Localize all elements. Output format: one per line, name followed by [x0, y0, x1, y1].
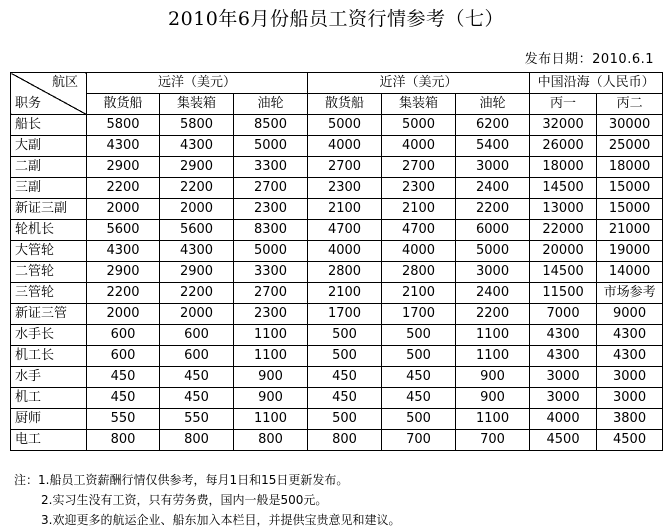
position-cell: 水手长 — [11, 325, 87, 346]
header-sub: 散货船 — [87, 94, 160, 115]
salary-cell: 900 — [456, 388, 530, 409]
salary-cell: 450 — [87, 367, 160, 388]
salary-cell: 4700 — [382, 220, 456, 241]
salary-cell: 2300 — [382, 178, 456, 199]
salary-cell: 2400 — [456, 178, 530, 199]
position-cell: 大管轮 — [11, 241, 87, 262]
salary-cell: 15000 — [597, 178, 663, 199]
table-row — [11, 283, 663, 304]
header-corner-position: 职务 — [15, 96, 42, 111]
header-sub: 丙二 — [597, 94, 663, 115]
position-cell: 机工 — [11, 388, 87, 409]
table-row — [11, 388, 663, 409]
header-sub: 油轮 — [456, 94, 530, 115]
salary-cell: 1100 — [456, 325, 530, 346]
salary-cell: 2100 — [382, 199, 456, 220]
header-group-ocean: 远洋（美元） — [87, 73, 308, 94]
salary-cell: 14500 — [530, 262, 597, 283]
publish-date-label: 发布日期： — [524, 52, 593, 67]
salary-cell: 5000 — [308, 115, 382, 136]
salary-cell: 900 — [456, 367, 530, 388]
salary-cell: 5000 — [382, 115, 456, 136]
salary-cell: 6200 — [456, 115, 530, 136]
salary-cell: 1700 — [382, 304, 456, 325]
salary-cell: 2100 — [308, 199, 382, 220]
header-sub: 散货船 — [308, 94, 382, 115]
salary-cell: 450 — [308, 367, 382, 388]
salary-cell: 2000 — [87, 304, 160, 325]
header-sub: 集装箱 — [382, 94, 456, 115]
salary-cell: 2900 — [87, 262, 160, 283]
salary-cell: 500 — [382, 325, 456, 346]
header-corner — [11, 73, 87, 115]
position-cell: 轮机长 — [11, 220, 87, 241]
salary-cell: 2800 — [382, 262, 456, 283]
salary-cell: 4700 — [308, 220, 382, 241]
salary-cell: 600 — [87, 346, 160, 367]
salary-cell: 600 — [87, 325, 160, 346]
salary-cell: 25000 — [597, 136, 663, 157]
salary-cell: 550 — [160, 409, 234, 430]
salary-cell: 2700 — [308, 157, 382, 178]
position-cell: 新证三管 — [11, 304, 87, 325]
position-cell: 二管轮 — [11, 262, 87, 283]
table-row — [11, 430, 663, 451]
table-row — [11, 304, 663, 325]
header-row-groups — [11, 73, 663, 94]
table-row — [11, 178, 663, 199]
salary-table — [10, 72, 663, 451]
table-row — [11, 220, 663, 241]
note-item: 2.实习生没有工资，只有劳务费，国内一般是500元。 — [41, 493, 328, 507]
salary-cell: 500 — [308, 325, 382, 346]
salary-cell: 4000 — [308, 136, 382, 157]
salary-cell: 1100 — [234, 409, 308, 430]
salary-cell: 15000 — [597, 199, 663, 220]
salary-cell: 5800 — [87, 115, 160, 136]
salary-cell: 5600 — [87, 220, 160, 241]
table-row — [11, 367, 663, 388]
note-item: 1.船员工资薪酬行情仅供参考，每月1日和15日更新发布。 — [38, 473, 349, 487]
salary-cell: 3000 — [456, 157, 530, 178]
salary-cell: 550 — [87, 409, 160, 430]
salary-cell: 800 — [87, 430, 160, 451]
salary-cell: 2200 — [160, 178, 234, 199]
salary-cell: 18000 — [530, 157, 597, 178]
position-cell: 大副 — [11, 136, 87, 157]
salary-cell: 5600 — [160, 220, 234, 241]
salary-cell: 4000 — [382, 136, 456, 157]
salary-cell: 32000 — [530, 115, 597, 136]
salary-cell: 2700 — [234, 178, 308, 199]
salary-cell: 450 — [160, 367, 234, 388]
notes-prefix: 注： — [14, 473, 39, 487]
salary-cell: 8300 — [234, 220, 308, 241]
salary-cell: 2000 — [160, 199, 234, 220]
salary-cell: 1100 — [234, 346, 308, 367]
salary-cell: 600 — [160, 325, 234, 346]
salary-cell: 2100 — [382, 283, 456, 304]
salary-cell: 700 — [456, 430, 530, 451]
position-cell: 三副 — [11, 178, 87, 199]
salary-cell: 3000 — [597, 388, 663, 409]
salary-cell: 4300 — [87, 136, 160, 157]
salary-cell: 2900 — [160, 262, 234, 283]
salary-cell: 7000 — [530, 304, 597, 325]
salary-cell: 800 — [160, 430, 234, 451]
salary-cell: 1100 — [456, 409, 530, 430]
salary-cell: 11500 — [530, 283, 597, 304]
page-title: 2010年6月份船员工资行情参考（七） — [168, 8, 504, 30]
publish-date — [525, 48, 654, 67]
salary-cell: 2000 — [160, 304, 234, 325]
salary-cell: 2300 — [234, 304, 308, 325]
salary-cell: 4500 — [530, 430, 597, 451]
position-cell: 水手 — [11, 367, 87, 388]
header-corner-region: 航区 — [51, 75, 78, 90]
header-group-near-sea: 近洋（美元） — [308, 73, 530, 94]
salary-cell: 3000 — [456, 262, 530, 283]
salary-cell: 500 — [382, 409, 456, 430]
salary-cell: 3800 — [597, 409, 663, 430]
salary-cell: 4000 — [308, 241, 382, 262]
salary-cell: 14500 — [530, 178, 597, 199]
salary-cell: 2900 — [160, 157, 234, 178]
salary-cell: 8500 — [234, 115, 308, 136]
salary-cell: 4000 — [382, 241, 456, 262]
header-group-china-coast: 中国沿海（人民币） — [530, 73, 663, 94]
salary-cell: 19000 — [597, 241, 663, 262]
salary-cell: 30000 — [597, 115, 663, 136]
table-row — [11, 157, 663, 178]
position-cell: 机工长 — [11, 346, 87, 367]
salary-cell: 3000 — [530, 367, 597, 388]
salary-cell: 2200 — [87, 178, 160, 199]
table-row — [11, 262, 663, 283]
table-row — [11, 199, 663, 220]
salary-cell: 600 — [160, 346, 234, 367]
salary-cell: 4300 — [597, 346, 663, 367]
salary-cell: 2700 — [382, 157, 456, 178]
salary-cell: 3000 — [530, 388, 597, 409]
table-row — [11, 136, 663, 157]
salary-cell: 1700 — [308, 304, 382, 325]
salary-cell: 5000 — [456, 241, 530, 262]
salary-cell: 900 — [234, 388, 308, 409]
salary-cell: 1100 — [234, 325, 308, 346]
salary-cell: 3300 — [234, 262, 308, 283]
salary-cell: 2700 — [234, 283, 308, 304]
salary-cell: 5800 — [160, 115, 234, 136]
table-row — [11, 115, 663, 136]
salary-cell: 2400 — [456, 283, 530, 304]
header-sub: 油轮 — [234, 94, 308, 115]
header-sub: 丙一 — [530, 94, 597, 115]
salary-cell: 1100 — [456, 346, 530, 367]
salary-cell: 2200 — [87, 283, 160, 304]
salary-cell: 4300 — [597, 325, 663, 346]
salary-cell: 450 — [308, 388, 382, 409]
salary-cell: 3300 — [234, 157, 308, 178]
salary-cell: 2100 — [308, 283, 382, 304]
salary-cell: 2800 — [308, 262, 382, 283]
publish-date-value: 2010.6.1 — [592, 52, 654, 67]
notes — [14, 470, 400, 530]
salary-cell: 5400 — [456, 136, 530, 157]
salary-cell: 4300 — [160, 241, 234, 262]
salary-cell: 21000 — [597, 220, 663, 241]
salary-cell: 2200 — [160, 283, 234, 304]
salary-cell: 500 — [308, 346, 382, 367]
salary-cell: 2000 — [87, 199, 160, 220]
salary-cell: 2200 — [456, 304, 530, 325]
salary-cell: 3000 — [597, 367, 663, 388]
salary-cell: 18000 — [597, 157, 663, 178]
salary-cell: 13000 — [530, 199, 597, 220]
salary-cell: 20000 — [530, 241, 597, 262]
salary-cell: 800 — [234, 430, 308, 451]
salary-cell: 4300 — [530, 325, 597, 346]
salary-cell: 4000 — [530, 409, 597, 430]
salary-cell: 900 — [234, 367, 308, 388]
position-cell: 船长 — [11, 115, 87, 136]
note-item: 3.欢迎更多的航运企业、船东加入本栏目，并提供宝贵意见和建议。 — [41, 513, 401, 527]
salary-cell: 2300 — [308, 178, 382, 199]
salary-cell: 4500 — [597, 430, 663, 451]
salary-cell: 2300 — [234, 199, 308, 220]
salary-cell: 450 — [382, 367, 456, 388]
salary-cell: 2900 — [87, 157, 160, 178]
note-line — [14, 510, 400, 530]
position-cell: 电工 — [11, 430, 87, 451]
salary-cell: 5000 — [234, 136, 308, 157]
table-row — [11, 325, 663, 346]
salary-cell: 800 — [308, 430, 382, 451]
salary-cell: 22000 — [530, 220, 597, 241]
header-sub: 集装箱 — [160, 94, 234, 115]
salary-cell: 500 — [382, 346, 456, 367]
salary-cell: 4300 — [87, 241, 160, 262]
salary-cell: 4300 — [530, 346, 597, 367]
salary-cell: 450 — [160, 388, 234, 409]
salary-cell: 500 — [308, 409, 382, 430]
header-row-subs — [11, 94, 663, 115]
salary-cell: 9000 — [597, 304, 663, 325]
position-cell: 厨师 — [11, 409, 87, 430]
salary-cell: 4300 — [160, 136, 234, 157]
salary-cell: 5000 — [234, 241, 308, 262]
position-cell: 新证三副 — [11, 199, 87, 220]
note-line — [14, 470, 400, 490]
salary-cell: 450 — [87, 388, 160, 409]
salary-cell: 450 — [382, 388, 456, 409]
salary-cell: 6000 — [456, 220, 530, 241]
salary-cell: 市场参考 — [597, 283, 663, 304]
note-line — [14, 490, 400, 510]
table-row — [11, 409, 663, 430]
salary-cell: 14000 — [597, 262, 663, 283]
position-cell: 二副 — [11, 157, 87, 178]
salary-cell: 2200 — [456, 199, 530, 220]
salary-cell: 26000 — [530, 136, 597, 157]
salary-cell: 700 — [382, 430, 456, 451]
table-row — [11, 346, 663, 367]
table-row — [11, 241, 663, 262]
position-cell: 三管轮 — [11, 283, 87, 304]
